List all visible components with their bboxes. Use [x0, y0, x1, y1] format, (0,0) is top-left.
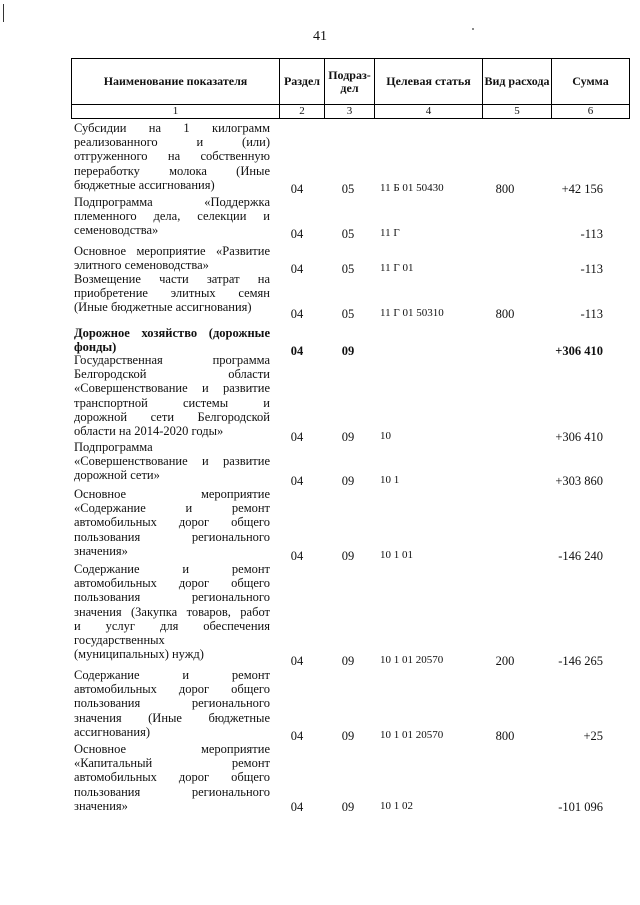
row-name	[74, 195, 270, 238]
row-name-line: пользования регионального	[74, 696, 270, 711]
row-target: 11 Г	[380, 227, 400, 239]
row-name-line: значения (Закупка товаров, работ	[74, 604, 270, 619]
row-sum: -101 096	[558, 800, 603, 814]
row-podrazdel: 09	[341, 474, 355, 488]
row-name-line: «Совершенствование и развитие	[74, 454, 270, 469]
row-podrazdel: 09	[341, 654, 355, 668]
row-name-line: реализованного и (или)	[74, 135, 270, 150]
header-sum: Сумма	[552, 59, 630, 105]
col-number: 2	[280, 105, 325, 119]
row-sum: -146 240	[558, 549, 603, 563]
row-name-line: переработку молока (Иные	[74, 163, 270, 178]
header-name: Наименование показателя	[72, 59, 280, 105]
row-name-line: Основное мероприятие	[74, 742, 270, 756]
row-name-line: (Иные бюджетные ассигнования)	[74, 300, 252, 315]
row-name-line: автомобильных дорог общего	[74, 682, 270, 697]
row-name-line: «Капитальный ремонт	[74, 756, 270, 771]
row-target: 10 1	[380, 474, 400, 486]
row-name-line: Основное мероприятие «Развитие	[74, 244, 270, 258]
row-razdel: 04	[290, 182, 304, 196]
row-name-line: пользования регионального	[74, 784, 270, 799]
row-name	[74, 244, 270, 272]
row-name-line: автомобильных дорог общего	[74, 515, 270, 530]
row-name-line: значения»	[74, 798, 128, 813]
row-razdel: 04	[290, 227, 304, 241]
row-name	[74, 326, 270, 354]
row-podrazdel: 09	[341, 344, 355, 358]
row-name-line: транспортной системы и	[74, 395, 270, 410]
row-target: 11 Г 01 50310	[380, 307, 444, 319]
row-name-line: (муниципальных) нужд)	[74, 647, 204, 662]
row-sum: -113	[580, 307, 603, 321]
row-sum: -146 265	[558, 654, 603, 668]
row-sum: -113	[580, 227, 603, 241]
row-name-line: Возмещение части затрат на	[74, 272, 270, 286]
row-podrazdel: 05	[341, 307, 355, 321]
col-number: 1	[72, 105, 280, 119]
row-vid: 200	[495, 654, 515, 668]
row-name-line: Государственная программа	[74, 353, 270, 367]
row-sum: +306 410	[555, 430, 603, 444]
row-name-line: Белгородской области	[74, 367, 270, 382]
row-sum: +303 860	[555, 474, 603, 488]
header-podrazdel: Подраз-дел	[325, 59, 375, 105]
row-name-line: Субсидии на 1 килограмм	[74, 121, 270, 135]
col-number: 6	[552, 105, 630, 119]
row-name-line: отгруженного на собственную	[74, 149, 270, 164]
row-name-line: «Содержание и ремонт	[74, 501, 270, 516]
row-name	[74, 121, 270, 192]
row-target: 10	[380, 430, 391, 442]
row-name	[74, 440, 270, 483]
row-name-line: значения (Иные бюджетные	[74, 710, 270, 725]
col-number: 4	[375, 105, 483, 119]
row-name	[74, 272, 270, 315]
row-sum: +25	[583, 729, 603, 743]
row-podrazdel: 09	[341, 549, 355, 563]
header-vid: Вид расхода	[483, 59, 552, 105]
row-target: 11 Г 01	[380, 262, 414, 274]
row-podrazdel: 09	[341, 729, 355, 743]
row-name-line: пользования регионального	[74, 529, 270, 544]
row-razdel: 04	[290, 549, 304, 563]
row-razdel: 04	[290, 262, 304, 276]
row-razdel: 04	[290, 474, 304, 488]
row-name-line: Подпрограмма	[74, 440, 153, 454]
row-name-line: ассигнования)	[74, 724, 150, 739]
row-name	[74, 487, 270, 558]
page-number: 41	[313, 29, 327, 44]
row-name-line: и услуг для обеспечения	[74, 618, 270, 633]
row-name-line: Содержание и ремонт	[74, 668, 270, 682]
row-name-line: государственных	[74, 633, 165, 648]
row-name-line: пользования регионального	[74, 590, 270, 605]
row-sum: -113	[580, 262, 603, 276]
row-podrazdel: 09	[341, 800, 355, 814]
row-name-line: элитного семеноводства»	[74, 258, 209, 273]
row-name-line: дорожной сети Белгородской	[74, 409, 270, 424]
row-name-line: «Совершенствование и развитие	[74, 381, 270, 396]
row-name-line: значения»	[74, 543, 128, 558]
row-name-line: автомобильных дорог общего	[74, 770, 270, 785]
table-header	[71, 58, 630, 119]
row-name-line: Содержание и ремонт	[74, 562, 270, 576]
row-name-line: Подпрограмма «Поддержка	[74, 195, 270, 209]
row-razdel: 04	[290, 800, 304, 814]
row-name-line: семеноводства»	[74, 223, 159, 238]
row-target: 10 1 01 20570	[380, 729, 444, 741]
row-name-line: бюджетные ассигнования)	[74, 177, 215, 192]
row-razdel: 04	[290, 430, 304, 444]
row-name-line: фонды)	[74, 340, 117, 355]
row-name-line: области на 2014-2020 годы»	[74, 424, 224, 439]
row-name	[74, 742, 270, 813]
row-name	[74, 562, 270, 661]
row-target: 10 1 01	[380, 549, 413, 561]
row-razdel: 04	[290, 344, 304, 358]
row-razdel: 04	[290, 729, 304, 743]
row-razdel: 04	[290, 654, 304, 668]
row-target: 10 1 02	[380, 800, 413, 812]
row-name	[74, 668, 270, 739]
row-podrazdel: 09	[341, 430, 355, 444]
row-target: 10 1 01 20570	[380, 654, 444, 666]
scan-edge-mark	[3, 4, 4, 22]
row-vid: 800	[495, 307, 515, 321]
row-name-line: приобретение элитных семян	[74, 286, 270, 301]
row-name	[74, 353, 270, 438]
row-vid: 800	[495, 182, 515, 196]
row-name-line: Дорожное хозяйство (дорожные	[74, 326, 270, 340]
header-target: Целевая статья	[375, 59, 483, 105]
row-podrazdel: 05	[341, 227, 355, 241]
row-podrazdel: 05	[341, 262, 355, 276]
row-podrazdel: 05	[341, 182, 355, 196]
row-sum: +42 156	[561, 182, 603, 196]
row-name-line: автомобильных дорог общего	[74, 576, 270, 591]
row-name-line: дорожной сети»	[74, 468, 160, 483]
row-target: 11 Б 01 50430	[380, 182, 444, 194]
row-name-line: племенного дела, селекции и	[74, 209, 270, 224]
row-vid: 800	[495, 729, 515, 743]
row-name-line: Основное мероприятие	[74, 487, 270, 501]
col-number: 3	[325, 105, 375, 119]
col-number: 5	[483, 105, 552, 119]
row-razdel: 04	[290, 307, 304, 321]
header-razdel: Раздел	[280, 59, 325, 105]
row-sum: +306 410	[555, 344, 603, 358]
